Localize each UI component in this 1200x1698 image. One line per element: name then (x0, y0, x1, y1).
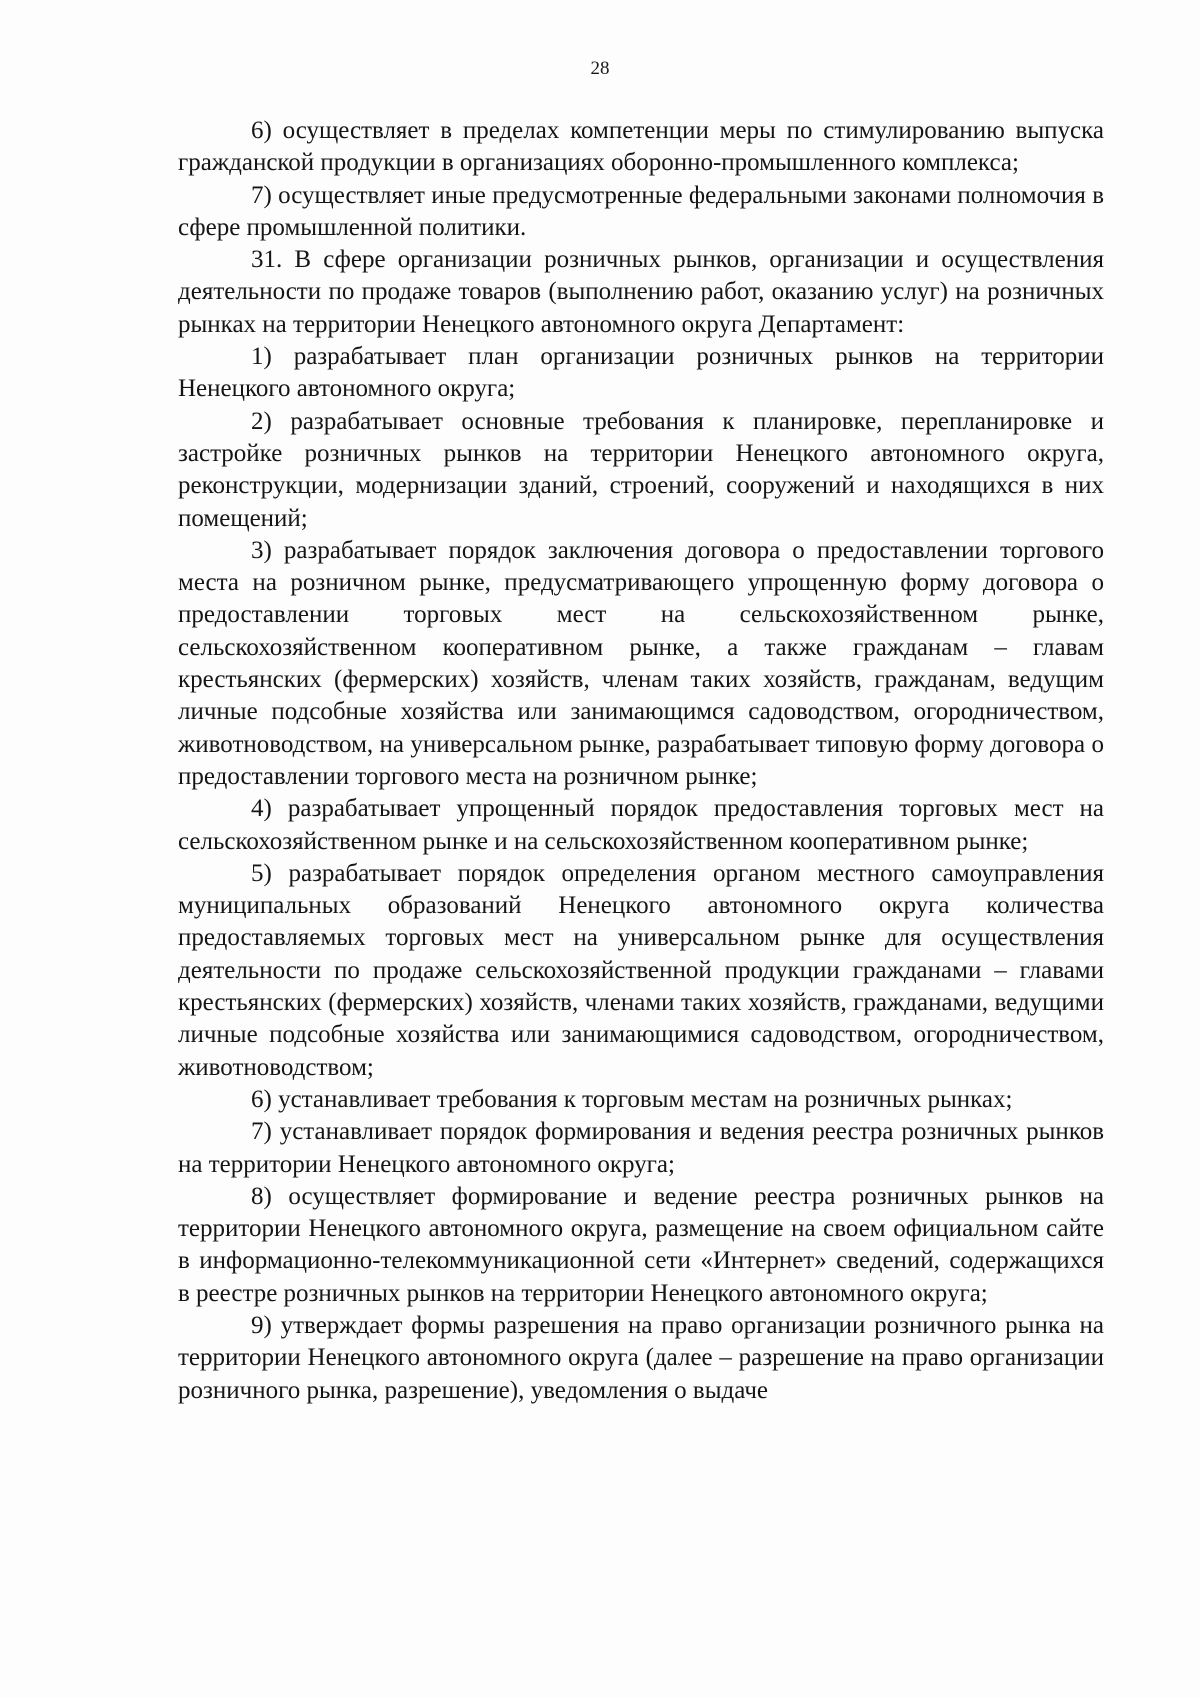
paragraph-8-registry-maintenance: 8) осуществляет формирование и ведение реестра розничных рынков на территории Ненецкого автономного округа, размещение на своем официальном сайте в информационно-телекоммуникационной сети «Интернет» сведений, содержащихся в реестре розничных рынков на территории Ненецкого автономного округа; (178, 1182, 1104, 1307)
page-number: 28 (590, 58, 610, 79)
paragraph-6-defense-industry: 6) осуществляет в пределах компетенции меры по стимулированию выпуска гражданской продукции в организациях оборонно-промышленного комплекса; (178, 117, 1104, 177)
paragraph-3-contract-procedure: 3) разрабатывает порядок заключения договора о предоставлении торгового места на розничном рынке, предусматривающего упрощенную форму договора о предоставлении торговых мест на сельскохозяйственном рынке, сельскохозяйственном кооперативном рынке, а также гражданам – главам крестьянских (фермерских) хозяйств, членам таких хозяйств, гражданам, ведущим личные подсобные хозяйства или занимающимся садоводством, огородничеством, животноводством, на универсальном рынке, разрабатывает типовую форму договора о предоставлении торгового места на розничном рынке; (178, 536, 1104, 790)
document-body (178, 115, 1104, 1407)
paragraph-6-trading-place-requirements: 6) устанавливает требования к торговым местам на розничных рынках; (251, 1085, 1013, 1113)
paragraph-31-retail-markets: 31. В сфере организации розничных рынков, организации и осуществления деятельности по продаже товаров (выполнению работ, оказанию услуг) на розничных рынках на территории Ненецкого автономного округа Департамент: (178, 246, 1104, 338)
paragraph-7-other-powers: 7) осуществляет иные предусмотренные федеральными законами полномочия в сфере промышленной политики. (178, 181, 1104, 241)
paragraph-1-market-plan: 1) разрабатывает план организации розничных рынков на территории Ненецкого автономного округа; (178, 343, 1104, 403)
paragraph-5-trading-places-count: 5) разрабатывает порядок определения органом местного самоуправления муниципальных образований Ненецкого автономного округа количества предоставляемых торговых мест на универсальном рынке для осуществления деятельности по продаже сельскохозяйственной продукции гражданами – главами крестьянских (фермерских) хозяйств, членами таких хозяйств, гражданами, ведущими личные подсобные хозяйства или занимающимися садоводством, огородничеством, животноводством; (178, 859, 1104, 1081)
paragraph-7-registry-procedure: 7) устанавливает порядок формирования и ведения реестра розничных рынков на территории Ненецкого автономного округа; (178, 1118, 1104, 1178)
paragraph-4-simplified-procedure: 4) разрабатывает упрощенный порядок предоставления торговых мест на сельскохозяйственном рынке и на сельскохозяйственном кооперативном рынке; (178, 795, 1104, 855)
paragraph-9-permit-forms: 9) утверждает формы разрешения на право организации розничного рынка на территории Ненецкого автономного округа (далее – разрешение на право организации розничного рынка, разрешение), уведомления о выдаче (178, 1311, 1104, 1404)
paragraph-2-planning-requirements: 2) разрабатывает основные требования к планировке, перепланировке и застройке розничных рынков на территории Ненецкого автономного округа, реконструкции, модернизации зданий, строений, сооружений и находящихся в них помещений; (178, 407, 1104, 532)
